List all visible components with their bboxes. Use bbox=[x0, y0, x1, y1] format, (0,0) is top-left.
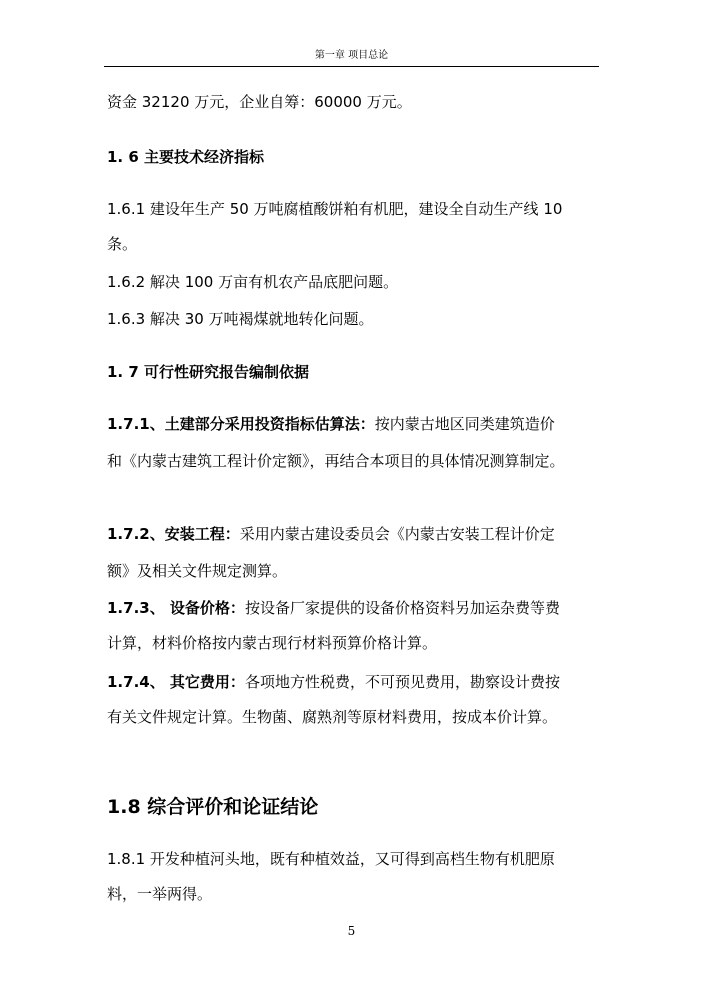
paragraph-line bbox=[107, 598, 560, 618]
section-heading-1-7: 1. 7 可行性研究报告编制依据 bbox=[107, 363, 310, 381]
paragraph-line: 额》及相关文件规定测算。 bbox=[107, 562, 288, 580]
paragraph-line bbox=[107, 672, 560, 692]
section-heading-1-6: 1. 6 主要技术经济指标 bbox=[107, 148, 265, 166]
item-text: 采用内蒙古建设委员会《内蒙古安装工程计价定 bbox=[239, 525, 555, 543]
item-label: 1.7.2、安装工程： bbox=[107, 525, 240, 543]
item-text: 各项地方性税费，不可预见费用，勘察设计费按 bbox=[244, 673, 560, 691]
paragraph-line: 1.6.1 建设年生产 50 万吨腐植酸饼粕有机肥，建设全自动生产线 10 bbox=[107, 200, 563, 218]
paragraph-line: 1.8.1 开发种植河头地，既有种植效益，又可得到高档生物有机肥原 bbox=[107, 850, 555, 868]
paragraph-line: 计算，材料价格按内蒙古现行材料预算价格计算。 bbox=[107, 634, 438, 652]
page-number: 5 bbox=[347, 924, 356, 938]
running-header: 第一章 项目总论 bbox=[314, 50, 389, 61]
header-rule bbox=[104, 66, 599, 67]
paragraph-line: 和《内蒙古建筑工程计价定额》，再结合本项目的具体情况测算制定。 bbox=[107, 452, 565, 470]
paragraph-line: 资金 32120 万元，企业自筹：60000 万元。 bbox=[107, 93, 412, 111]
paragraph-line: 条。 bbox=[107, 235, 138, 253]
item-label: 1.7.4、 其它费用： bbox=[107, 673, 245, 691]
item-label: 1.7.3、 设备价格： bbox=[107, 599, 245, 617]
paragraph-line: 料，一举两得。 bbox=[107, 885, 213, 903]
paragraph-line: 1.6.3 解决 30 万吨褐煤就地转化问题。 bbox=[107, 310, 374, 328]
paragraph-line: 1.6.2 解决 100 万亩有机农产品底肥问题。 bbox=[107, 273, 399, 291]
paragraph-line bbox=[107, 524, 555, 544]
paragraph-line bbox=[107, 414, 555, 434]
item-text: 按内蒙古地区同类建筑造价 bbox=[374, 415, 555, 433]
item-label: 1.7.1、土建部分采用投资指标估算法： bbox=[107, 415, 375, 433]
item-text: 按设备厂家提供的设备价格资料另加运杂费等费 bbox=[244, 599, 560, 617]
paragraph-line: 有关文件规定计算。生物菌、腐熟剂等原材料费用，按成本价计算。 bbox=[107, 708, 558, 726]
section-heading-1-8: 1.8 综合评价和论证结论 bbox=[107, 796, 319, 818]
